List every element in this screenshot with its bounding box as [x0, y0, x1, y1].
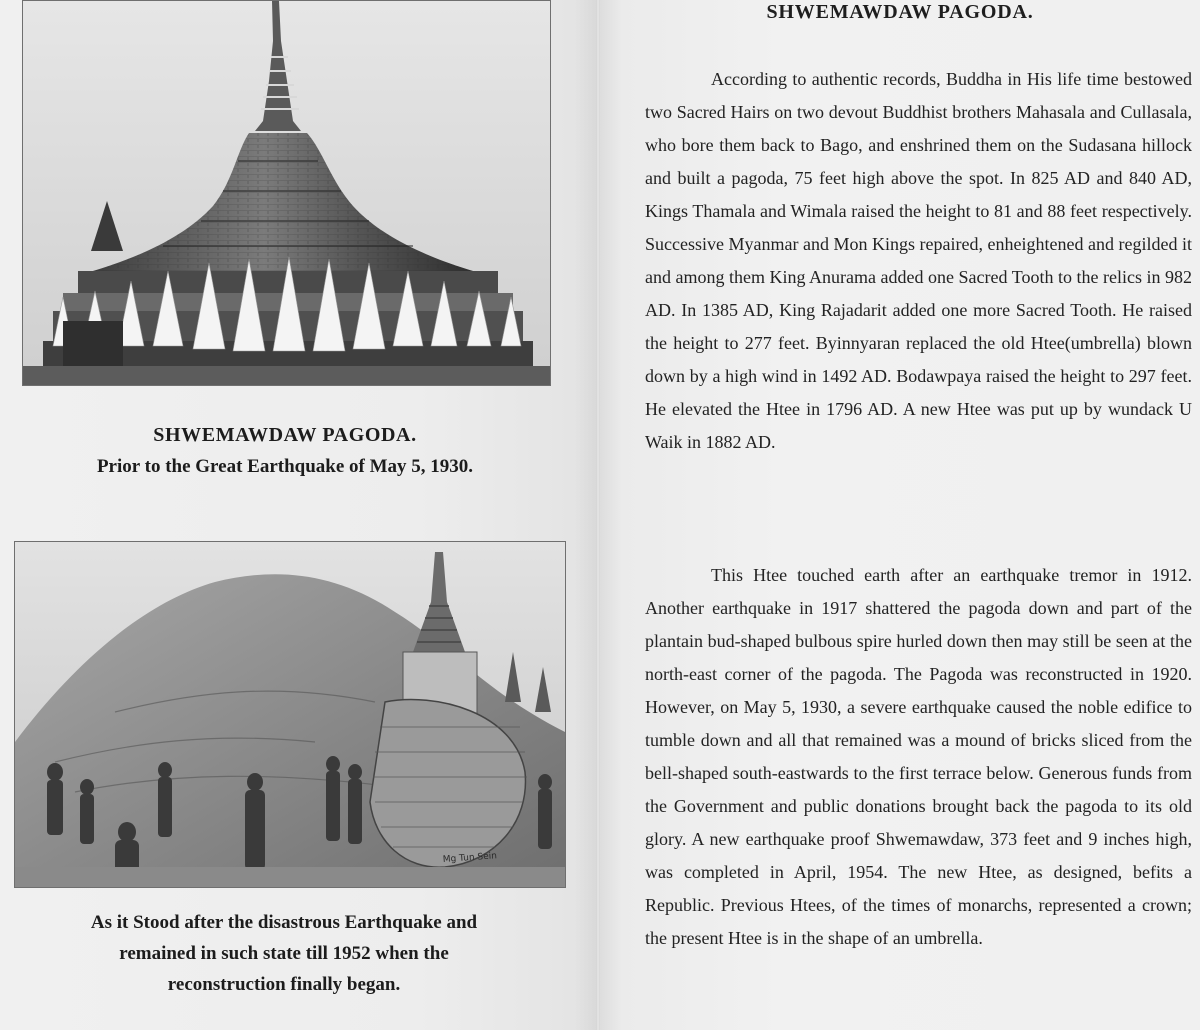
- caption-after: [14, 907, 554, 1000]
- page-title: SHWEMAWDAW PAGODA.: [766, 1, 1034, 23]
- artist-signature: Mg Tun Sein: [442, 851, 498, 865]
- pagoda-photo-after: [14, 541, 566, 888]
- caption-after-line3: reconstruction finally began.: [167, 974, 401, 995]
- caption-before: [30, 420, 540, 482]
- caption-after-line2: remained in such state till 1952 when the: [119, 943, 449, 964]
- pagoda-photo-before: [22, 0, 551, 386]
- caption-before-subtitle: Prior to the Great Earthquake of May 5, 1930.: [96, 456, 474, 477]
- history-paragraph-1: According to authentic records, Buddha in His life time bestowed two Sacred Hairs on two devout Buddhist brothers Mahasala and Cullasala, who bore them back to Bago, and enshrined them on the Sudasana hillock and built a pagoda, 75 feet high above the spot. In 825 AD and 840 AD, Kings Thamala and Wimala raised the height to 81 and 88 feet respectively. Successive Myanmar and Mon Kings repaired, enheightened and regilded it and among them King Anurama added one Sacred Tooth to the relics in 982 AD. In 1385 AD, King Rajadarit added one more Sacred Tooth. He raised the height to 277 feet. Byinnyaran replaced the old Htee(umbrella) blown down by a high wind in 1492 AD. Bodawpaya raised the height to 297 feet. He elevated the Htee in 1796 AD. A new Htee was put up by wundack U Waik in 1882 AD.: [645, 69, 1192, 452]
- caption-before-title: SHWEMAWDAW PAGODA.: [153, 424, 417, 446]
- pagoda-before-illustration: [23, 1, 550, 385]
- page-fold: [596, 0, 600, 1030]
- pagoda-ruins-illustration: [15, 542, 565, 887]
- caption-after-line1: As it Stood after the disastrous Earthquake and: [90, 912, 478, 933]
- history-paragraph-2: This Htee touched earth after an earthquake tremor in 1912. Another earthquake in 1917 shattered the pagoda down and part of the plantain bud-shaped bulbous spire hurled down then may still be seen at the north-east corner of the pagoda. The Pagoda was reconstructed in 1920. However, on May 5, 1930, a severe earthquake caused the noble edifice to tumble down and all that remained was a mound of bricks sliced from the bell-shaped south-eastwards to the first terrace below. Generous funds from the Government and public donations brought back the pagoda to its old glory. A new earthquake proof Shwemawdaw, 373 feet and 9 inches high, was completed in April, 1954. The new Htee, as designed, befits a Republic. Previous Htees, of the times of monarchs, represented a crown; the present Htee is in the shape of an umbrella.: [645, 565, 1192, 948]
